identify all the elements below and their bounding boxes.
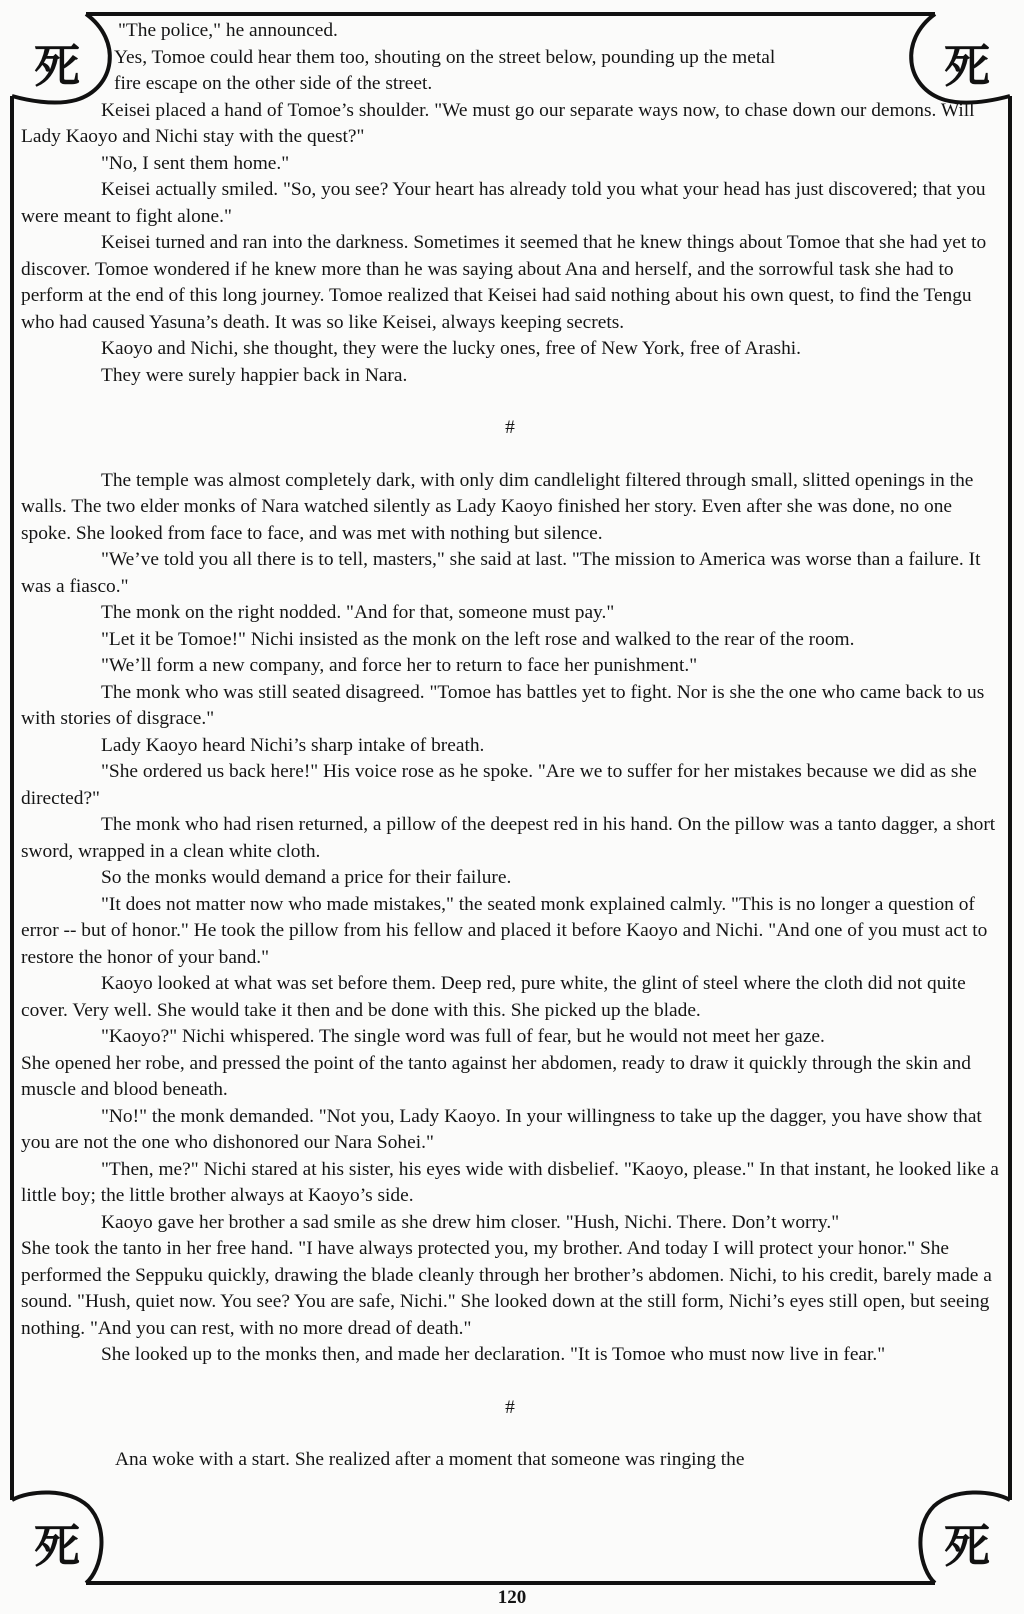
death-kanji-icon: 死 bbox=[944, 39, 990, 93]
story-text bbox=[21, 18, 999, 1474]
paragraph: The monk who had risen returned, a pillow of the deepest red in his hand. On the pillow was a tanto dagger, a short sword, wrapped in a clean white cloth. bbox=[21, 814, 996, 862]
paragraph: "Then, me?" Nichi stared at his sister, his eyes wide with disbelief. "Kaoyo, please." In that instant, he looked like a little boy; the little brother always at Kaoyo’s side. bbox=[21, 1158, 999, 1206]
paragraph: The monk who was still seated disagreed. "Tomoe has battles yet to fight. Nor is she the one who came back to us with stories of disgrace." bbox=[21, 681, 985, 729]
paragraph: The temple was almost completely dark, with only dim candlelight filtered through small, slitted openings in the walls. The two elder monks of Nara watched silently as Lady Kaoyo finished her story. Even after she was done, no one spoke. She looked from face to face, and was met with nothing but silence. bbox=[21, 469, 974, 544]
paragraph: They were surely happier back in Nara. bbox=[101, 364, 408, 386]
paragraph: "No, I sent them home." bbox=[101, 152, 290, 174]
death-kanji-icon: 死 bbox=[34, 1519, 80, 1573]
paragraph: "Kaoyo?" Nichi whispered. The single word was full of fear, but he would not meet her gaze. bbox=[101, 1026, 825, 1047]
paragraph: The monk on the right nodded. "And for that, someone must pay." bbox=[101, 602, 615, 623]
paragraph: Keisei turned and ran into the darkness. Sometimes it seemed that he knew things about Tomoe that she had yet to discover. Tomoe wondered if he knew more than he was saying about Ana and herself, and the sorrowful task she had to perform at the end of this long journey. Tomoe realized that Keisei had said nothing about his own quest, to find the Tengu who had caused Yasuna’s death. It was so like Keisei, always keeping secrets. bbox=[21, 232, 987, 333]
death-kanji-icon: 死 bbox=[34, 39, 80, 93]
page-number: 120 bbox=[497, 1587, 527, 1608]
paragraph: "No!" the monk demanded. "Not you, Lady Kaoyo. In your willingness to take up the dagger, you have show that you are not the one who dishonored our Nara Sohei." bbox=[21, 1105, 982, 1153]
paragraph: So the monks would demand a price for their failure. bbox=[101, 867, 512, 888]
death-kanji-icon: 死 bbox=[944, 1519, 990, 1573]
paragraph: "She ordered us back here!" His voice rose as he spoke. "Are we to suffer for her mistakes because we did as she directed?" bbox=[21, 761, 977, 809]
paragraph: She took the tanto in her free hand. "I have always protected you, my brother. And today I will protect your honor." She performed the Seppuku quickly, drawing the blade cleanly through her brother’s abdomen. Nichi, to his credit, barely made a sound. "Hush, quiet now. You see? You are safe, Nichi." She looked down at the still form, Nichi’s eyes still open, but seeing nothing. "And you can rest, with no more dread of death." bbox=[21, 1238, 992, 1339]
paragraph: She looked up to the monks then, and made her declaration. "It is Tomoe who must now live in fear." bbox=[101, 1344, 886, 1365]
paragraph: Keisei actually smiled. "So, you see? Your heart has already told you what your head has just discovered; that you were meant to fight alone." bbox=[21, 179, 986, 227]
paragraph: Yes, Tomoe could hear them too, shouting on the street below, pounding up the metal bbox=[114, 46, 776, 68]
paragraph: "It does not matter now who made mistakes," the seated monk explained calmly. "This is no longer a question of error -- but of honor." He took the pillow from his fellow and placed it before Kaoyo and Nichi. "And one of you must act to restore the honor of your band." bbox=[21, 893, 988, 968]
paragraph: Kaoyo gave her brother a sad smile as she drew him closer. "Hush, Nichi. There. Don’t worry." bbox=[101, 1211, 840, 1233]
paragraph: She opened her robe, and pressed the point of the tanto against her abdomen, ready to draw it quickly through the skin and muscle and blood beneath. bbox=[21, 1052, 971, 1100]
paragraph: "We’ll form a new company, and force her to return to face her punishment." bbox=[101, 655, 698, 676]
paragraph: "The police," he announced. bbox=[118, 20, 338, 41]
paragraph: Lady Kaoyo heard Nichi’s sharp intake of breath. bbox=[101, 734, 485, 756]
paragraph: "We’ve told you all there is to tell, masters," she said at last. "The mission to America was worse than a failure. It was a fiasco." bbox=[21, 549, 981, 597]
scene-separator: # bbox=[505, 417, 515, 438]
paragraph: "Let it be Tomoe!" Nichi insisted as the monk on the left rose and walked to the rear of the room. bbox=[101, 628, 855, 650]
paragraph: Keisei placed a hand of Tomoe’s shoulder. "We must go our separate ways now, to chase down our demons. Will Lady Kaoyo and Nichi stay with the quest?" bbox=[21, 99, 975, 147]
paragraph: Kaoyo looked at what was set before them. Deep red, pure white, the glint of steel where the cloth did not quite cover. Very well. She would take it then and be done with this. She picked up the blade. bbox=[21, 973, 966, 1021]
paragraph: fire escape on the other side of the street. bbox=[114, 73, 433, 94]
paragraph: Kaoyo and Nichi, she thought, they were the lucky ones, free of New York, free of Arashi. bbox=[101, 338, 802, 359]
paragraph: Ana woke with a start. She realized after a moment that someone was ringing the bbox=[115, 1449, 745, 1470]
scene-separator: # bbox=[505, 1396, 515, 1418]
